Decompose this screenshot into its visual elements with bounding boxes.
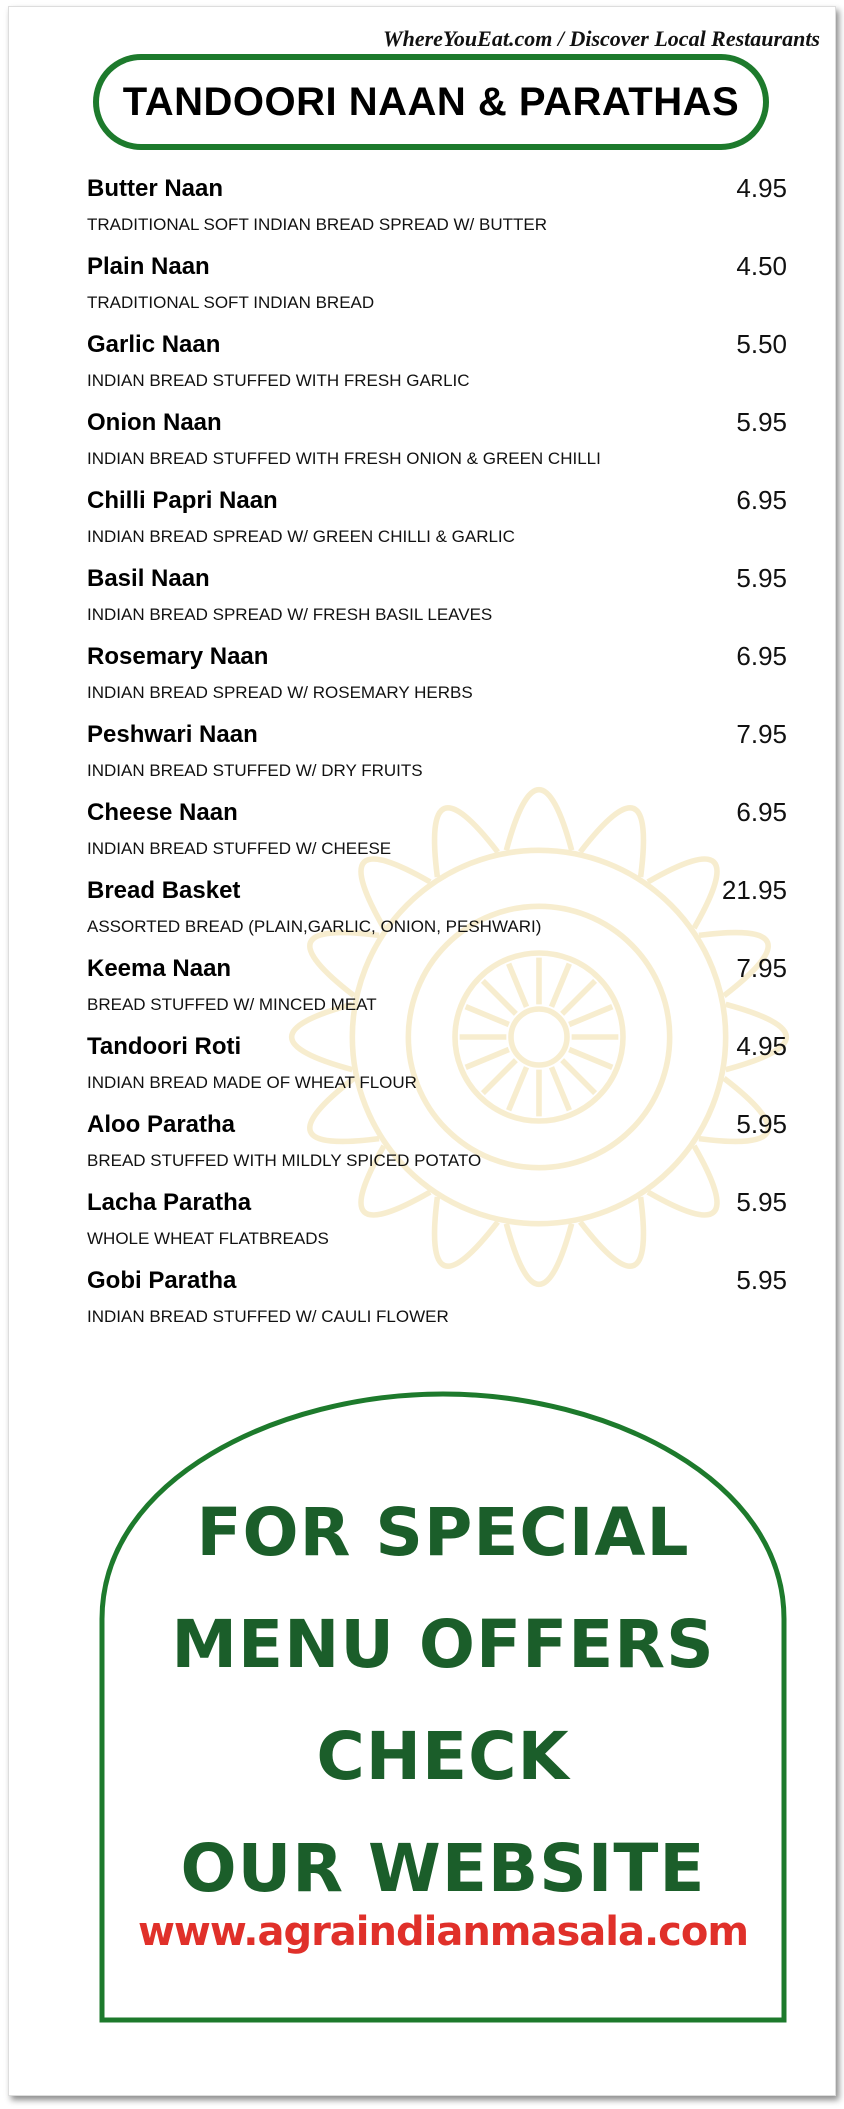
menu-item-description: BREAD STUFFED W/ MINCED MEAT (87, 995, 377, 1014)
menu-item (87, 1267, 787, 1345)
menu-item-name: Aloo Paratha (87, 1111, 236, 1138)
menu-page (8, 6, 836, 2096)
menu-item-description: INDIAN BREAD STUFFED W/ CAULI FLOWER (87, 1307, 449, 1326)
menu-item-description: TRADITIONAL SOFT INDIAN BREAD SPREAD W/ BUTTER (87, 215, 547, 234)
menu-list (87, 175, 787, 1345)
menu-item-price: 5.95 (736, 1265, 787, 1295)
menu-item (87, 799, 787, 877)
menu-item-price: 6.95 (736, 797, 787, 827)
menu-item-price: 7.95 (736, 719, 787, 749)
menu-item (87, 1189, 787, 1267)
menu-item-name: Chilli Papri Naan (87, 487, 278, 514)
section-title: TANDOORI NAAN & PARATHAS (122, 79, 740, 124)
menu-item (87, 1033, 787, 1111)
promo-box (99, 1389, 787, 2023)
menu-item (87, 955, 787, 1033)
website-link[interactable]: www.agraindianmasala.com (137, 1909, 749, 1955)
menu-item (87, 409, 787, 487)
menu-item-price: 4.95 (736, 173, 787, 203)
menu-item (87, 253, 787, 331)
section-header (93, 54, 769, 150)
menu-item (87, 565, 787, 643)
promo-line: MENU OFFERS (171, 1606, 715, 1683)
menu-item-name: Butter Naan (87, 175, 224, 202)
menu-item-description: INDIAN BREAD STUFFED W/ DRY FRUITS (87, 761, 423, 780)
menu-item-name: Peshwari Naan (87, 721, 258, 748)
menu-item-name: Rosemary Naan (87, 643, 269, 670)
menu-item-name: Onion Naan (87, 409, 222, 436)
menu-item-price: 6.95 (736, 485, 787, 515)
menu-item-name: Bread Basket (87, 877, 241, 904)
menu-item (87, 721, 787, 799)
menu-item-price: 6.95 (736, 641, 787, 671)
menu-item-name: Garlic Naan (87, 331, 221, 358)
menu-item-description: INDIAN BREAD STUFFED W/ CHEESE (87, 839, 392, 858)
menu-item-name: Keema Naan (87, 955, 232, 982)
menu-item-description: INDIAN BREAD MADE OF WHEAT FLOUR (87, 1073, 417, 1092)
menu-item-price: 5.95 (736, 1187, 787, 1217)
menu-item (87, 331, 787, 409)
menu-item-description: INDIAN BREAD SPREAD W/ GREEN CHILLI & GARLIC (87, 527, 515, 546)
menu-item-price: 4.95 (736, 1031, 787, 1061)
menu-item-description: INDIAN BREAD STUFFED WITH FRESH ONION & GREEN CHILLI (87, 449, 601, 468)
site-watermark: WhereYouEat.com / Discover Local Restaurants (383, 26, 820, 51)
menu-item-name: Gobi Paratha (87, 1267, 237, 1294)
menu-item (87, 877, 787, 955)
menu-item-price: 21.95 (721, 875, 787, 905)
menu-item-description: INDIAN BREAD STUFFED WITH FRESH GARLIC (87, 371, 470, 390)
menu-item-description: ASSORTED BREAD (PLAIN,GARLIC, ONION, PESHWARI) (87, 917, 542, 936)
menu-item-price: 5.95 (736, 563, 787, 593)
menu-item-name: Cheese Naan (87, 799, 238, 826)
menu-item-description: WHOLE WHEAT FLATBREADS (87, 1229, 329, 1248)
menu-item-name: Tandoori Roti (87, 1033, 242, 1060)
menu-item-price: 5.50 (736, 329, 787, 359)
menu-item-description: INDIAN BREAD SPREAD W/ FRESH BASIL LEAVES (87, 605, 493, 624)
menu-item-description: TRADITIONAL SOFT INDIAN BREAD (87, 293, 375, 312)
menu-item-price: 7.95 (736, 953, 787, 983)
menu-item-description: INDIAN BREAD SPREAD W/ ROSEMARY HERBS (87, 683, 473, 702)
menu-item-price: 5.95 (736, 407, 787, 437)
menu-item-name: Lacha Paratha (87, 1189, 252, 1216)
menu-item (87, 1111, 787, 1189)
menu-item-description: BREAD STUFFED WITH MILDLY SPICED POTATO (87, 1151, 482, 1170)
promo-line: OUR WEBSITE (180, 1830, 706, 1907)
menu-item-price: 4.50 (736, 251, 787, 281)
promo-line: FOR SPECIAL (196, 1494, 690, 1571)
menu-item-price: 5.95 (736, 1109, 787, 1139)
promo-line: CHECK (316, 1718, 570, 1795)
menu-item (87, 175, 787, 253)
menu-item-name: Basil Naan (87, 565, 210, 592)
menu-item (87, 643, 787, 721)
menu-item (87, 487, 787, 565)
menu-item-name: Plain Naan (87, 253, 210, 280)
